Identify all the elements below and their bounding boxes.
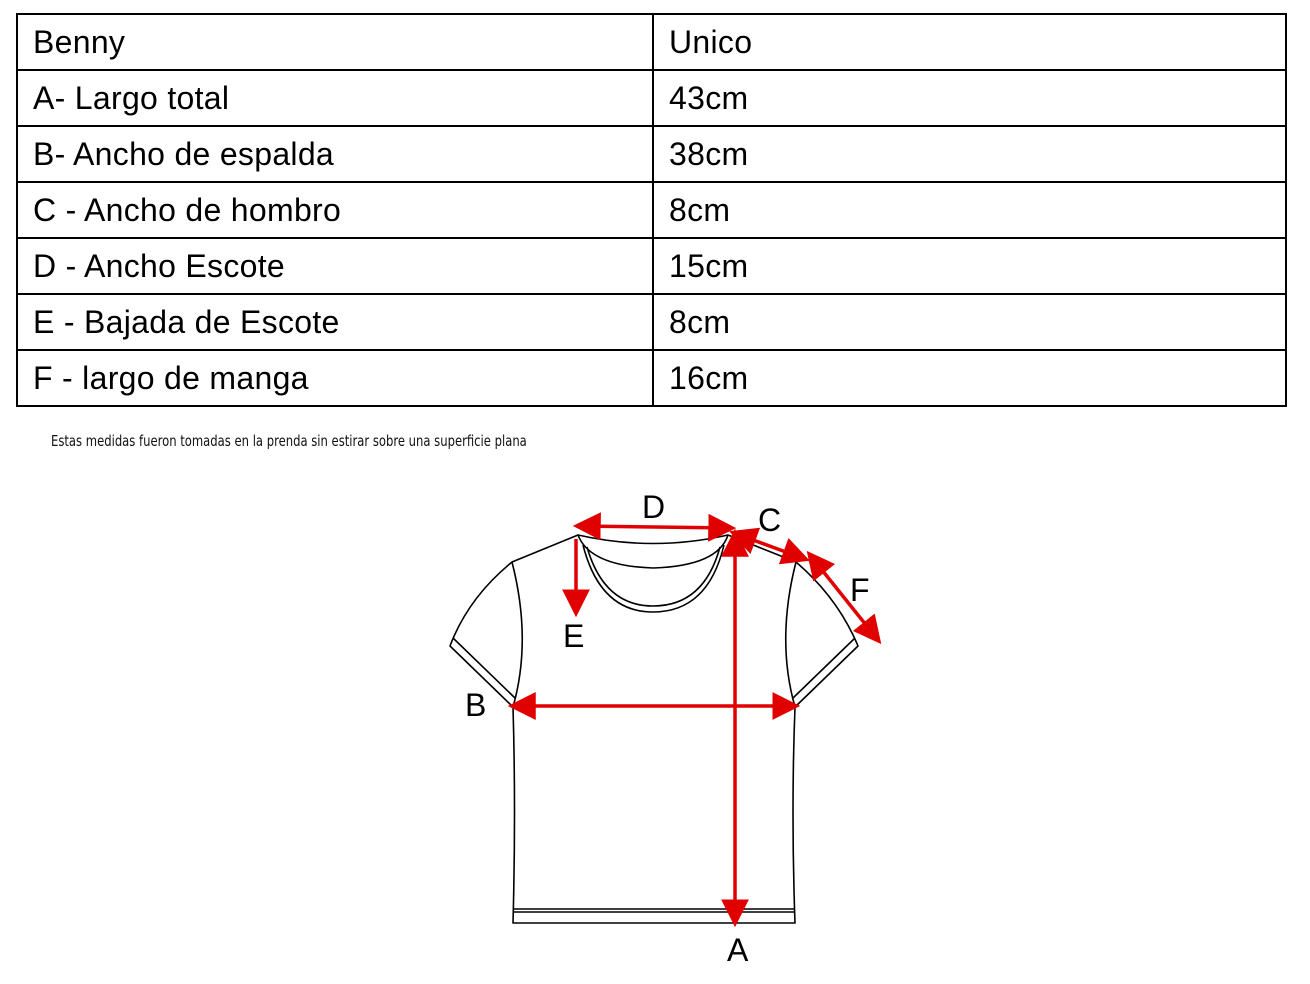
measure-label-cell: A- Largo total bbox=[17, 70, 653, 126]
measure-value-cell: 8cm bbox=[653, 294, 1286, 350]
measure-label-cell: F - largo de manga bbox=[17, 350, 653, 406]
size-name-cell: Unico bbox=[653, 14, 1286, 70]
garment-name-cell: Benny bbox=[17, 14, 653, 70]
measure-label-cell: E - Bajada de Escote bbox=[17, 294, 653, 350]
arrow-d-neck-width bbox=[578, 526, 731, 528]
tshirt-outline bbox=[450, 535, 858, 923]
measurement-note: Estas medidas fueron tomadas en la prenda sin estirar sobre una superficie plana bbox=[51, 432, 527, 450]
label-f: F bbox=[850, 572, 870, 608]
measure-value-cell: 38cm bbox=[653, 126, 1286, 182]
right-sleeve-hem bbox=[793, 638, 855, 698]
neck-rib-outer bbox=[583, 545, 724, 612]
label-c: C bbox=[758, 502, 782, 538]
label-a: A bbox=[727, 932, 749, 968]
neck-rib-inner bbox=[587, 547, 720, 606]
measurement-arrows bbox=[513, 526, 878, 922]
right-armhole-seam bbox=[786, 562, 796, 707]
label-d: D bbox=[642, 489, 666, 525]
measure-value-cell: 15cm bbox=[653, 238, 1286, 294]
measure-label-cell: D - Ancho Escote bbox=[17, 238, 653, 294]
measure-value-cell: 8cm bbox=[653, 182, 1286, 238]
back-neck-line bbox=[578, 535, 728, 544]
measure-value-cell: 43cm bbox=[653, 70, 1286, 126]
left-armhole-seam bbox=[512, 562, 522, 707]
label-b: B bbox=[465, 687, 487, 723]
label-e: E bbox=[563, 618, 585, 654]
tshirt-body bbox=[450, 535, 858, 923]
measure-label-cell: B- Ancho de espalda bbox=[17, 126, 653, 182]
measure-value-cell: 16cm bbox=[653, 350, 1286, 406]
measure-label-cell: C - Ancho de hombro bbox=[17, 182, 653, 238]
